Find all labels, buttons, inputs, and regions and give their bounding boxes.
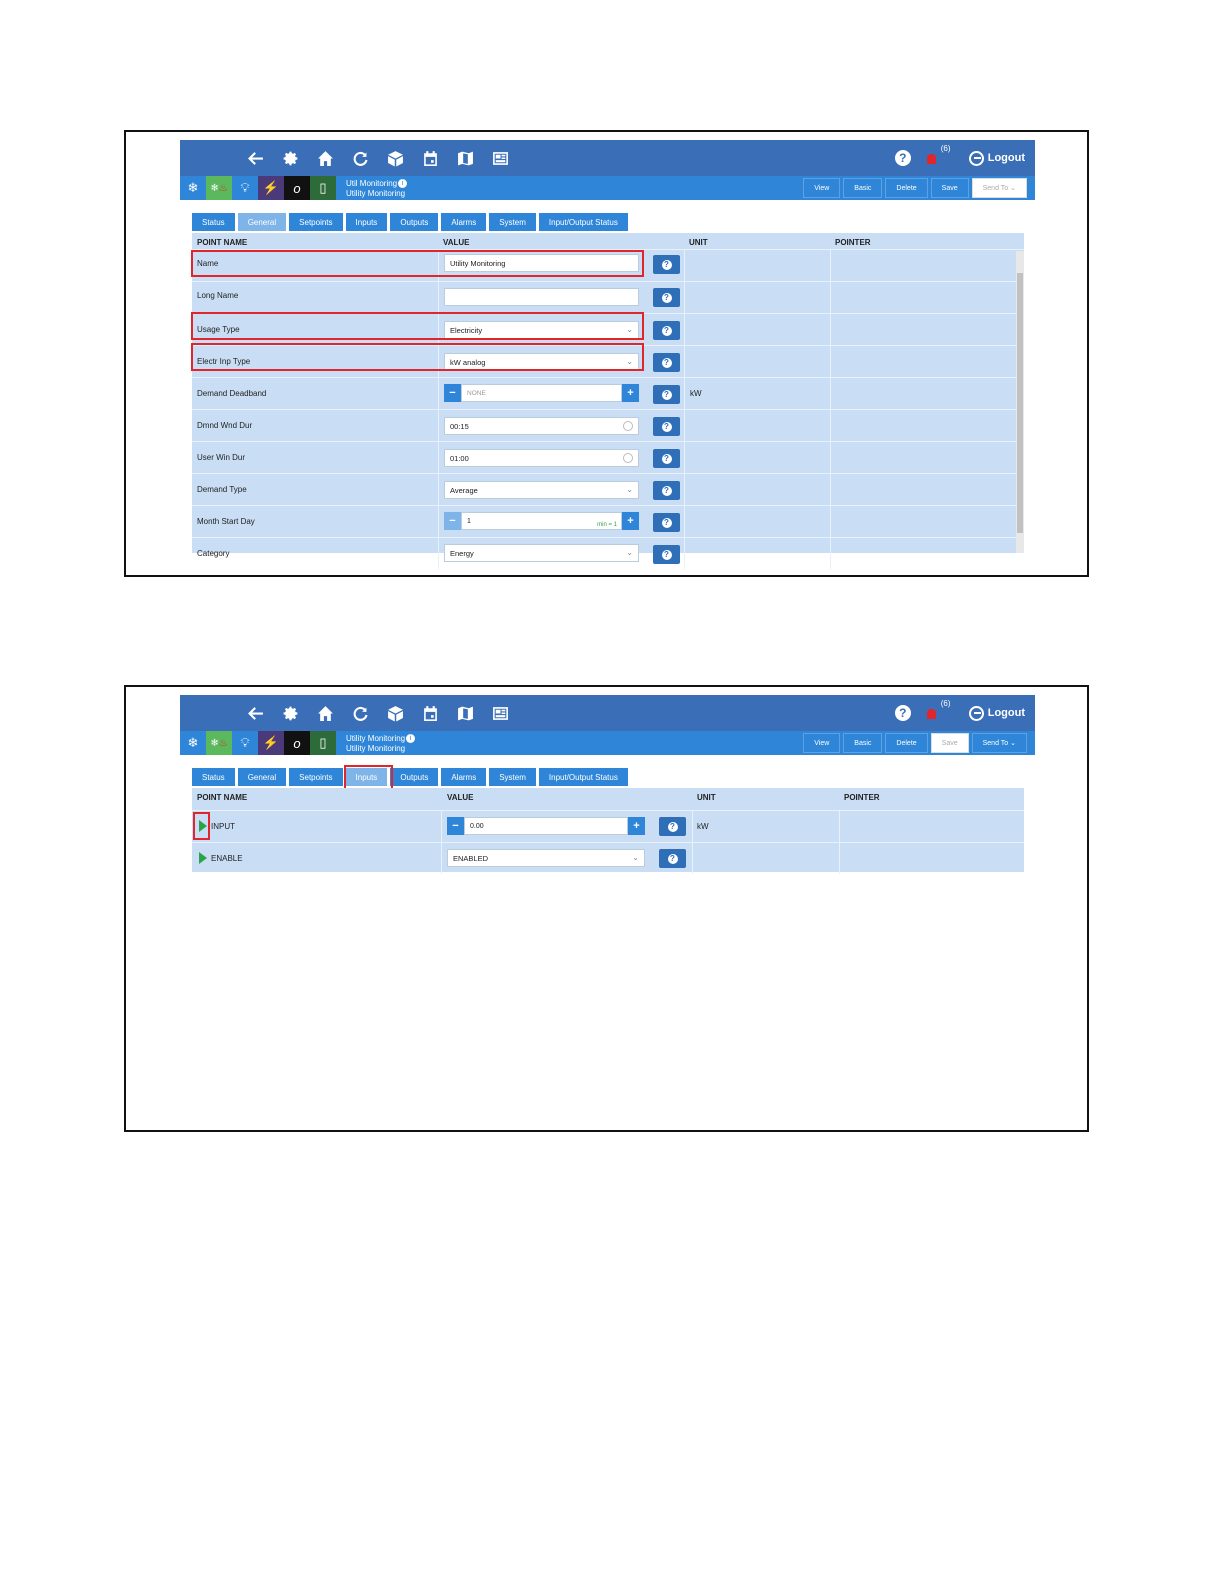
row-help-button[interactable] bbox=[653, 481, 680, 500]
question-icon: ? bbox=[662, 454, 672, 464]
tab-outputs[interactable]: Outputs bbox=[390, 213, 438, 231]
table-row bbox=[192, 409, 1024, 441]
tab-io-status[interactable]: Input/Output Status bbox=[539, 213, 628, 231]
tab-general[interactable]: General bbox=[238, 213, 286, 231]
time-value: 01:00 bbox=[450, 453, 469, 463]
point-name: Long Name bbox=[197, 291, 239, 300]
header-unit: UNIT bbox=[689, 238, 708, 247]
save-button[interactable]: Save bbox=[931, 733, 969, 753]
basic-button[interactable]: Basic bbox=[843, 733, 882, 753]
chevron-down-icon: ⌄ bbox=[626, 548, 633, 557]
module-icon[interactable]: ▯ bbox=[310, 176, 336, 200]
tab-system[interactable]: System bbox=[489, 213, 536, 231]
device-name: Utility Monitoring bbox=[346, 734, 406, 743]
heat-cool-icon[interactable]: ❄ ♨ bbox=[206, 731, 232, 755]
select-value: Electricity bbox=[450, 325, 483, 335]
tab-bar bbox=[192, 768, 628, 786]
question-icon: ? bbox=[662, 260, 672, 270]
send-to-label: Send To bbox=[982, 739, 1009, 747]
point-name: Usage Type bbox=[197, 325, 240, 334]
dashboard-icon[interactable] bbox=[489, 147, 511, 169]
plug-icon[interactable]: ⚡ bbox=[258, 176, 284, 200]
point-name: ENABLE bbox=[211, 854, 243, 863]
row-help-button[interactable] bbox=[653, 385, 680, 404]
time-value: 00:15 bbox=[450, 421, 469, 431]
snowflake-icon[interactable]: ❄ bbox=[180, 731, 206, 755]
header-point-name: POINT NAME bbox=[197, 238, 248, 247]
name-input[interactable]: Utility Monitoring bbox=[444, 254, 639, 272]
gear-icon[interactable] bbox=[279, 702, 301, 724]
help-icon[interactable]: ? bbox=[895, 150, 911, 166]
point-name: INPUT bbox=[211, 822, 235, 831]
question-icon: ? bbox=[662, 486, 672, 496]
app-window-1 bbox=[180, 140, 1035, 561]
table-row bbox=[192, 810, 1024, 842]
calendar-icon[interactable] bbox=[419, 702, 441, 724]
header-pointer: POINTER bbox=[844, 793, 880, 802]
points-table bbox=[192, 233, 1024, 559]
stepper-value: 1 bbox=[467, 517, 471, 525]
delete-button[interactable]: Delete bbox=[885, 733, 927, 753]
tab-system[interactable]: System bbox=[489, 768, 536, 786]
gear-icon[interactable] bbox=[279, 147, 301, 169]
points-table bbox=[192, 788, 1024, 872]
tab-setpoints[interactable]: Setpoints bbox=[289, 213, 342, 231]
row-help-button[interactable] bbox=[653, 513, 680, 532]
min-hint: min = 1 bbox=[597, 522, 617, 528]
device-name: Util Monitoring bbox=[346, 179, 398, 188]
table-row bbox=[192, 505, 1024, 537]
info-icon[interactable]: i bbox=[406, 734, 415, 743]
tab-inputs[interactable]: Inputs bbox=[346, 768, 388, 786]
row-help-button[interactable] bbox=[653, 288, 680, 307]
header-value: VALUE bbox=[447, 793, 474, 802]
device-title bbox=[346, 734, 415, 754]
tab-status[interactable]: Status bbox=[192, 213, 235, 231]
scrollbar-thumb[interactable] bbox=[1017, 273, 1023, 533]
top-nav-bar bbox=[180, 140, 1035, 176]
table-row bbox=[192, 377, 1024, 409]
plug-icon[interactable]: ⚡ bbox=[258, 731, 284, 755]
view-button[interactable]: View bbox=[803, 178, 840, 198]
stepper-value[interactable]: 0.00 bbox=[464, 817, 628, 835]
tab-io-status[interactable]: Input/Output Status bbox=[539, 768, 628, 786]
point-name: Month Start Day bbox=[197, 517, 255, 526]
point-name: Demand Deadband bbox=[197, 389, 267, 398]
cube-icon[interactable] bbox=[384, 147, 406, 169]
user-win-dur-input[interactable] bbox=[444, 449, 639, 467]
refresh-icon[interactable] bbox=[349, 147, 371, 169]
map-icon[interactable] bbox=[454, 702, 476, 724]
point-name: User Win Dur bbox=[197, 453, 246, 462]
select-value: Energy bbox=[450, 548, 474, 558]
unit-label: kW bbox=[697, 822, 709, 831]
device-long-name: Utility Monitoring bbox=[346, 744, 406, 753]
question-icon: ? bbox=[668, 854, 678, 864]
device-title bbox=[346, 179, 407, 199]
lightbulb-icon[interactable]: 💡︎ bbox=[232, 731, 258, 755]
question-icon: ? bbox=[662, 326, 672, 336]
help-icon[interactable]: ? bbox=[895, 705, 911, 721]
map-icon[interactable] bbox=[454, 147, 476, 169]
header-unit: UNIT bbox=[697, 793, 716, 802]
screenshot-frame-2 bbox=[124, 685, 1089, 1132]
logout-button[interactable] bbox=[969, 706, 1025, 721]
tab-setpoints[interactable]: Setpoints bbox=[289, 768, 342, 786]
increment-button[interactable]: + bbox=[628, 817, 645, 835]
point-name: Demand Type bbox=[197, 485, 247, 494]
tab-inputs[interactable]: Inputs bbox=[346, 213, 388, 231]
back-arrow-icon[interactable] bbox=[244, 702, 266, 724]
sub-toolbar bbox=[180, 176, 1035, 200]
question-icon: ? bbox=[662, 390, 672, 400]
tab-alarms[interactable]: Alarms bbox=[441, 768, 486, 786]
notification-bell-icon[interactable] bbox=[925, 144, 951, 166]
vertical-scrollbar[interactable] bbox=[1016, 251, 1024, 553]
decrement-button[interactable]: − bbox=[447, 817, 464, 835]
stepper-field[interactable] bbox=[461, 512, 622, 530]
header-point-name: POINT NAME bbox=[197, 793, 248, 802]
table-row bbox=[192, 473, 1024, 505]
view-button[interactable]: View bbox=[803, 733, 840, 753]
table-row bbox=[192, 313, 1024, 345]
category-select[interactable] bbox=[444, 544, 639, 562]
delete-button[interactable]: Delete bbox=[885, 178, 927, 198]
point-name: Electr Inp Type bbox=[197, 357, 251, 366]
send-to-button[interactable]: Send To ⌄ bbox=[972, 733, 1027, 753]
row-help-button[interactable] bbox=[653, 449, 680, 468]
chevron-down-icon: ⌄ bbox=[632, 853, 639, 862]
select-value: kW analog bbox=[450, 357, 486, 367]
cube-icon[interactable] bbox=[384, 702, 406, 724]
long-name-input[interactable] bbox=[444, 288, 639, 306]
tab-outputs[interactable]: Outputs bbox=[390, 768, 438, 786]
lightbulb-icon[interactable]: 💡︎ bbox=[232, 176, 258, 200]
row-help-button[interactable] bbox=[653, 417, 680, 436]
top-nav-bar bbox=[180, 695, 1035, 731]
screenshot-frame-1 bbox=[124, 130, 1089, 577]
send-to-label: Send To bbox=[982, 184, 1009, 192]
sub-toolbar bbox=[180, 731, 1035, 755]
question-icon: ? bbox=[662, 293, 672, 303]
month-start-day-stepper bbox=[444, 512, 639, 530]
tab-general[interactable]: General bbox=[238, 768, 286, 786]
question-icon: ? bbox=[662, 358, 672, 368]
expand-arrow-icon[interactable] bbox=[199, 852, 207, 864]
basic-button[interactable]: Basic bbox=[843, 178, 882, 198]
back-arrow-icon[interactable] bbox=[244, 147, 266, 169]
logout-label: Logout bbox=[987, 707, 1025, 719]
notification-count: (6) bbox=[940, 699, 951, 708]
clock-icon bbox=[623, 453, 633, 463]
question-icon: ? bbox=[662, 518, 672, 528]
table-header bbox=[192, 233, 1024, 249]
point-name: Dmnd Wnd Dur bbox=[197, 421, 253, 430]
tab-status[interactable]: Status bbox=[192, 768, 235, 786]
row-help-button[interactable] bbox=[653, 321, 680, 340]
increment-button[interactable]: + bbox=[622, 512, 639, 530]
home-icon[interactable] bbox=[314, 702, 336, 724]
header-pointer: POINTER bbox=[835, 238, 871, 247]
enable-select[interactable] bbox=[447, 849, 645, 867]
tab-bar bbox=[192, 213, 628, 231]
row-help-button[interactable] bbox=[659, 817, 686, 836]
logout-icon bbox=[969, 706, 984, 721]
question-icon: ? bbox=[662, 422, 672, 432]
row-help-button[interactable] bbox=[653, 353, 680, 372]
o-icon[interactable]: o bbox=[284, 731, 310, 755]
module-icon[interactable]: ▯ bbox=[310, 731, 336, 755]
select-value: ENABLED bbox=[453, 853, 489, 863]
row-help-button[interactable] bbox=[653, 545, 680, 564]
expand-arrow-icon[interactable] bbox=[199, 820, 207, 832]
unit-label: kW bbox=[690, 389, 702, 398]
electr-inp-type-select[interactable] bbox=[444, 353, 639, 371]
notification-count: (6) bbox=[940, 144, 951, 153]
notification-bell-icon[interactable] bbox=[925, 699, 951, 721]
dashboard-icon[interactable] bbox=[489, 702, 511, 724]
send-to-button[interactable]: Send To ⌄ bbox=[972, 178, 1027, 198]
tab-alarms[interactable]: Alarms bbox=[441, 213, 486, 231]
table-row bbox=[192, 441, 1024, 473]
chevron-down-icon: ⌄ bbox=[626, 325, 633, 334]
decrement-button[interactable]: − bbox=[444, 384, 461, 402]
point-name: Category bbox=[197, 549, 230, 558]
row-help-button[interactable] bbox=[653, 255, 680, 274]
logout-label: Logout bbox=[987, 152, 1025, 164]
question-icon: ? bbox=[668, 822, 678, 832]
table-row bbox=[192, 249, 1024, 281]
clock-icon bbox=[623, 421, 633, 431]
question-icon: ? bbox=[662, 550, 672, 560]
table-row bbox=[192, 537, 1024, 569]
chevron-down-icon: ⌄ bbox=[626, 485, 633, 494]
decrement-button[interactable]: − bbox=[444, 512, 461, 530]
device-long-name: Utility Monitoring bbox=[346, 189, 406, 198]
calendar-icon[interactable] bbox=[419, 147, 441, 169]
logout-icon bbox=[969, 151, 984, 166]
stepper-value[interactable]: NONE bbox=[461, 384, 622, 402]
save-button[interactable]: Save bbox=[931, 178, 969, 198]
point-name: Name bbox=[197, 259, 219, 268]
table-row bbox=[192, 345, 1024, 377]
snowflake-icon[interactable]: ❄ bbox=[180, 176, 206, 200]
app-window-2 bbox=[180, 695, 1035, 895]
logout-button[interactable] bbox=[969, 151, 1025, 166]
table-row bbox=[192, 842, 1024, 874]
o-icon[interactable]: o bbox=[284, 176, 310, 200]
table-row bbox=[192, 281, 1024, 313]
header-value: VALUE bbox=[443, 238, 470, 247]
input-stepper bbox=[447, 817, 645, 835]
chevron-down-icon: ⌄ bbox=[626, 357, 633, 366]
table-header bbox=[192, 788, 1024, 810]
dmnd-wnd-dur-input[interactable] bbox=[444, 417, 639, 435]
heat-cool-icon[interactable]: ❄ ♨ bbox=[206, 176, 232, 200]
usage-type-select[interactable] bbox=[444, 321, 639, 339]
refresh-icon[interactable] bbox=[349, 702, 371, 724]
demand-deadband-stepper bbox=[444, 384, 639, 402]
increment-button[interactable]: + bbox=[622, 384, 639, 402]
home-icon[interactable] bbox=[314, 147, 336, 169]
info-icon[interactable]: i bbox=[398, 179, 407, 188]
demand-type-select[interactable] bbox=[444, 481, 639, 499]
select-value: Average bbox=[450, 485, 478, 495]
row-help-button[interactable] bbox=[659, 849, 686, 868]
